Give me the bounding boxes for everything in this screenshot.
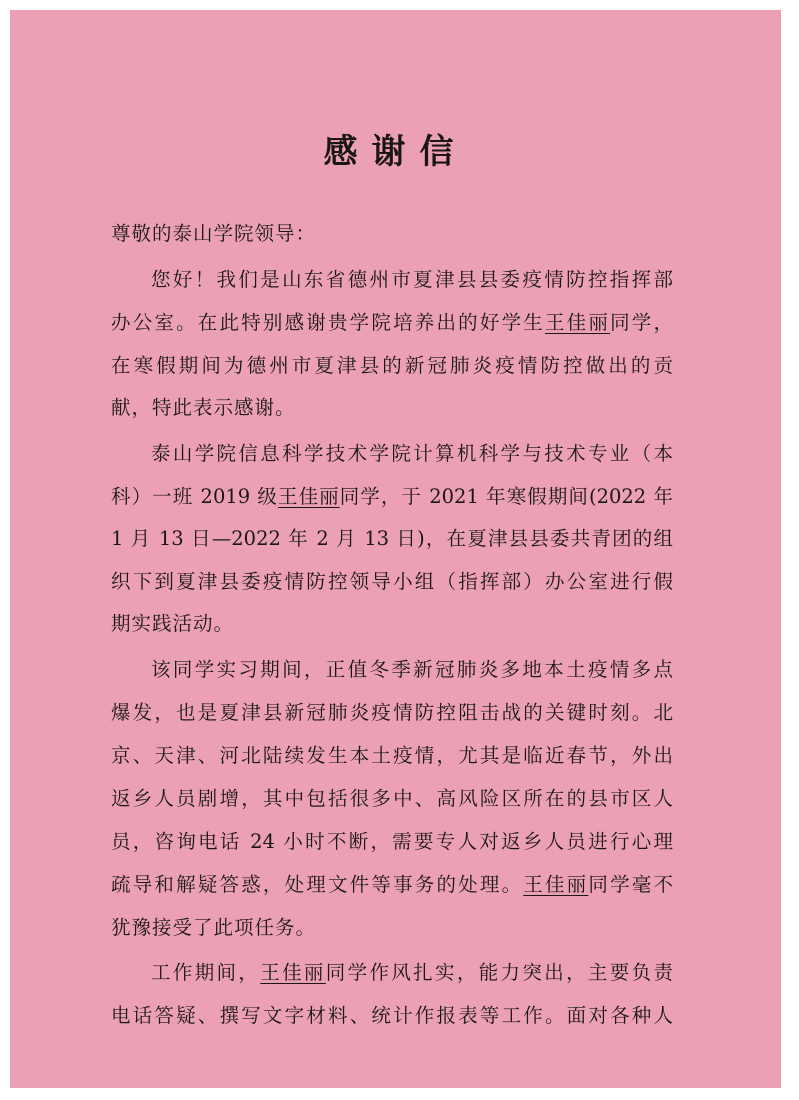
body-line: 1 月 13 日—2022 年 2 月 13 日)，在夏津县县委共青团的组 — [111, 527, 673, 550]
body-line: 犹豫接受了此项任务。 — [111, 916, 317, 939]
body-line: 员，咨询电话 24 小时不断，需要专人对返乡人员进行心理 — [111, 830, 673, 853]
student-name: 王佳丽 — [278, 485, 340, 508]
student-name: 王佳丽 — [260, 961, 326, 984]
body-line: 期实践活动。 — [111, 612, 235, 635]
body-line: 办公室。在此特别感谢贵学院培养出的好学生王佳丽同学， — [111, 311, 673, 334]
body-line: 电话答疑、撰写文字材料、统计作报表等工作。面对各种人 — [111, 1004, 673, 1027]
body-line: 该同学实习期间，正值冬季新冠肺炎多地本土疫情多点 — [151, 658, 673, 681]
letter-title: 感谢信 — [323, 132, 468, 172]
student-name: 王佳丽 — [544, 311, 611, 334]
body-line: 京、天津、河北陆续发生本土疫情，尤其是临近春节，外出 — [111, 744, 673, 767]
body-line: 在寒假期间为德州市夏津县的新冠肺炎疫情防控做出的贡 — [111, 354, 673, 377]
body-line: 科）一班 2019 级王佳丽同学，于 2021 年寒假期间(2022 年 — [111, 485, 673, 508]
letter-page — [10, 10, 781, 1088]
student-name: 王佳丽 — [523, 873, 589, 896]
body-line: 工作期间，王佳丽同学作风扎实，能力突出，主要负责 — [151, 961, 673, 984]
body-line: 献，特此表示感谢。 — [111, 396, 296, 419]
body-line: 您好！我们是山东省德州市夏津县县委疫情防控指挥部 — [151, 268, 673, 291]
body-line: 返乡人员剧增，其中包括很多中、高风险区所在的县市区人 — [111, 787, 673, 810]
salutation: 尊敬的泰山学院领导： — [111, 222, 317, 245]
body-line: 疏导和解疑答惑，处理文件等事务的处理。王佳丽同学毫不 — [111, 873, 673, 896]
body-line: 织下到夏津县委疫情防控领导小组（指挥部）办公室进行假 — [111, 570, 673, 593]
body-line: 爆发，也是夏津县新冠肺炎疫情防控阻击战的关键时刻。北 — [111, 701, 673, 724]
body-line: 泰山学院信息科学技术学院计算机科学与技术专业（本 — [151, 442, 673, 465]
